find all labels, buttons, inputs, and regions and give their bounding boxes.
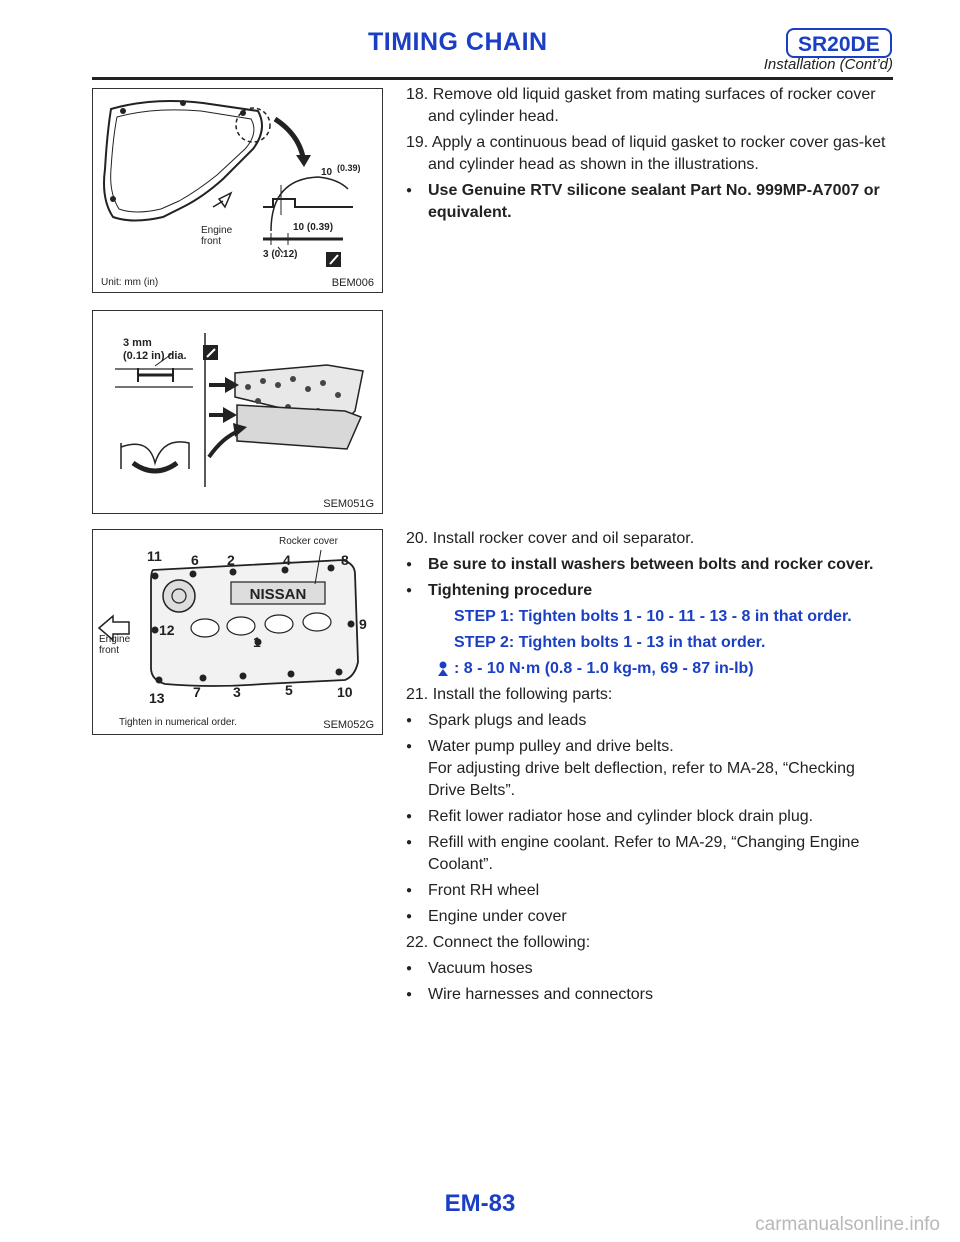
page-number: EM-83 [444,1190,516,1217]
torque-spec: : 8 - 10 N·m (0.8 - 1.0 kg-m, 69 - 87 in-lb) [406,658,890,680]
dim-10-label: 10 [321,167,333,178]
dim-10-039-label: 10 (0.39) [293,222,334,233]
part-engine-coolant: ● Refill with engine coolant. Refer to MA-29, “Changing Engine Coolant”. [406,832,890,876]
part-front-wheel: ● Front RH wheel [406,880,890,902]
figure-code: BEM006 [331,277,374,289]
torque-wrench-icon [436,661,450,677]
bolt-number-12: 12 [159,622,175,638]
figure-sem051g [92,310,383,514]
engine-front-label: Engine front [99,634,131,656]
figure-sem052g [92,529,383,735]
bolt-number-8: 8 [341,552,349,568]
drive-belt-reference: For adjusting drive belt deflection, refer to MA-28, “Checking Drive Belts”. [428,760,855,799]
engine-code-badge: SR20DE [786,28,892,58]
watermark: carmanualsonline.info [755,1214,940,1235]
procedure-steps-a [406,84,890,228]
tightening-procedure-heading: ● Tightening procedure [406,580,890,602]
bolt-number-2: 2 [227,552,235,568]
connect-wire-harnesses: ● Wire harnesses and connectors [406,984,890,1006]
bead-diameter-label: 3 mm (0.12 in) dia. [123,337,187,362]
bolt-number-9: 9 [359,616,367,632]
procedure-steps-b [406,528,890,1010]
figure-code: SEM051G [323,498,374,510]
step-19: 19. Apply a continuous bead of liquid gasket to rocker cover gas-ket and cylinder head as shown in the illustrations. [406,134,886,173]
header-rule [92,77,893,80]
tightening-step-2: STEP 2: Tighten bolts 1 - 13 in that order. [454,634,766,651]
bolt-number-10: 10 [337,684,353,700]
bolt-number-6: 6 [191,552,199,568]
bolt-number-13: 13 [149,690,165,706]
rocker-cover-label: Rocker cover [279,536,338,547]
figure-bem006 [92,88,383,293]
connect-vacuum-hoses: ● Vacuum hoses [406,958,890,980]
section-title: TIMING CHAIN [368,28,548,56]
dim-039-label: (0.39) [337,163,361,173]
section-subtitle: Installation (Cont’d) [763,56,893,73]
bolt-number-11: 11 [147,548,162,564]
tightening-step-1: STEP 1: Tighten bolts 1 - 10 - 11 - 13 - 8 in that order. [454,608,852,625]
step-18: 18. Remove old liquid gasket from mating surfaces of rocker cover and cylinder head. [406,86,876,125]
step-20: 20. Install rocker cover and oil separator. [406,530,695,547]
bolt-number-3: 3 [233,684,241,700]
sealant-note: ● Use Genuine RTV silicone sealant Part No. 999MP-A7007 or equivalent. [406,180,890,224]
part-radiator-hose: ● Refit lower radiator hose and cylinder block drain plug. [406,806,890,828]
step-21: 21. Install the following parts: [406,686,613,703]
figure-code: SEM052G [323,719,374,731]
engine-front-label: Engine front [201,225,233,247]
bolt-number-4: 4 [283,552,291,568]
part-under-cover: ● Engine under cover [406,906,890,928]
bolt-number-1: 1 [253,634,261,650]
bolt-number-5: 5 [285,682,293,698]
dim-3-012-label: 3 (0.12) [263,249,298,260]
step-22: 22. Connect the following: [406,934,591,951]
caption-label: Tighten in numerical order. [119,717,238,728]
part-water-pump: ● Water pump pulley and drive belts. [406,736,890,758]
washer-note: ● Be sure to install washers between bolts and rocker cover. [406,554,890,576]
bolt-number-7: 7 [193,684,201,700]
gasket-bead-illustration [93,89,384,294]
unit-label: Unit: mm (in) [101,277,159,288]
part-spark-plugs: ● Spark plugs and leads [406,710,890,732]
nissan-wordmark: NISSAN [249,586,307,603]
